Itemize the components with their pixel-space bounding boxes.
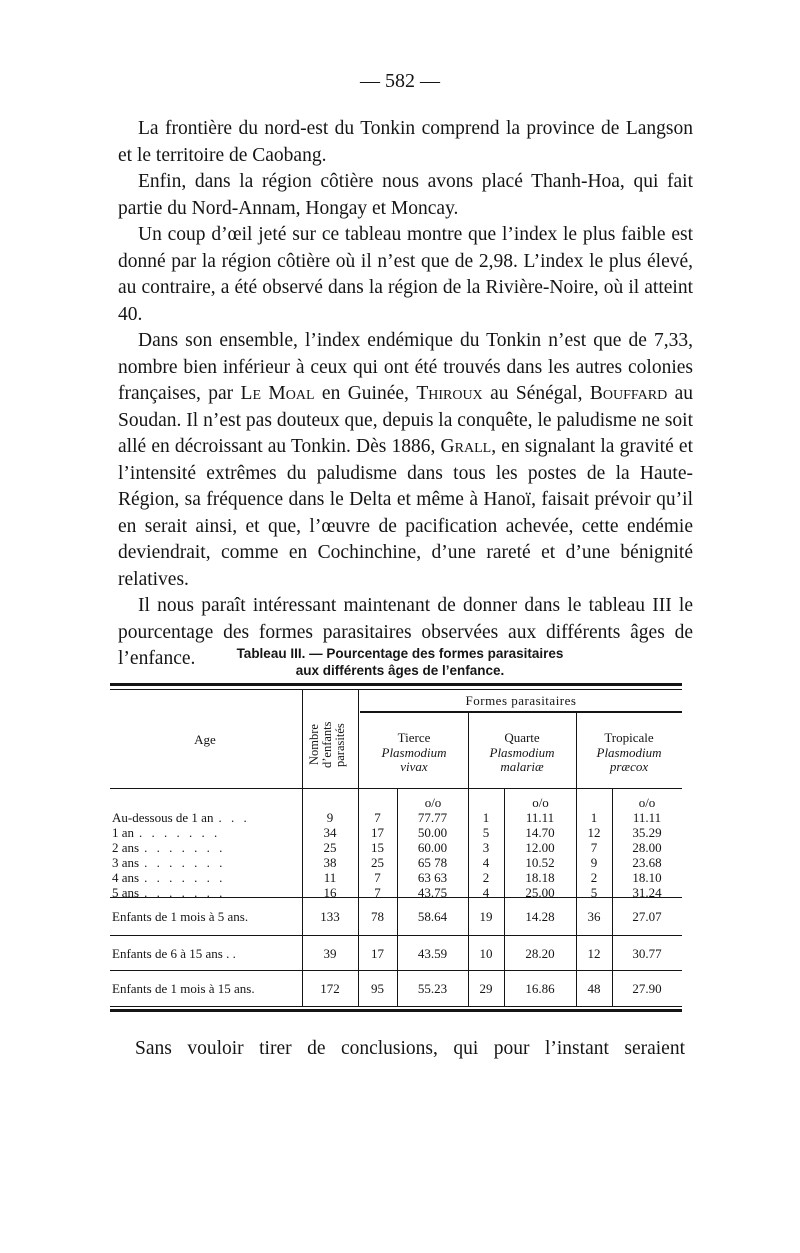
cell-qp: 18.18: [525, 870, 555, 885]
cell-q: 2: [482, 870, 490, 885]
cell-t: 7: [374, 810, 381, 825]
header-nombre: Nombre d’enfants parasités: [307, 721, 347, 769]
age-label: Au-dessous de 1 an: [112, 810, 214, 825]
header-bottom-rule: [110, 788, 682, 789]
cell-tr: 48: [587, 981, 601, 996]
header-tropicale-genus: Plasmodium: [596, 744, 662, 760]
closing-line: Sans vouloir tirer de conclusions, qui pour l’instant seraient: [135, 1038, 685, 1059]
header-quarte: [468, 731, 576, 775]
cell-q: 19: [479, 909, 493, 924]
cell-trp: 18.10: [632, 870, 662, 885]
cell-q: 29: [479, 981, 493, 996]
header-quarte-genus: Plasmodium: [489, 744, 555, 760]
cell-qp: 12.00: [525, 840, 555, 855]
cell-t: 78: [371, 909, 384, 924]
leader-dots: . . . . . . .: [144, 840, 226, 855]
cell-tr: 9: [590, 855, 598, 870]
cell-tr: 36: [587, 909, 601, 924]
cell-age: [112, 885, 225, 900]
cell-qp: 14.70: [525, 825, 555, 840]
cell-tr: 12: [587, 946, 601, 961]
cell-tr: 12: [587, 825, 601, 840]
cell-n: 133: [320, 909, 340, 924]
cell-t: 7: [374, 885, 381, 900]
pct-header-quarte: o/o: [532, 795, 549, 810]
para4-part5: , en signalant la gravité et l’intensité extrêmes du paludisme dans tous les postes de la Haute-Région, sa fréquence dans le Delta et même à Hanoï, faisait prévoir qu’il en serait ainsi, et que, l’œuvre de pacification achevée, cette endémie deviendrait, comme en Cochinchine, d’une rareté et d’une bénignité relatives.: [118, 436, 693, 590]
author-grall: Grall: [440, 436, 492, 457]
cell-trp: 31.24: [632, 885, 662, 900]
table-caption-line2: aux différents âges de l’enfance.: [295, 663, 505, 678]
cell-n: 25: [323, 840, 337, 855]
header-quarte-name: Quarte: [504, 730, 540, 745]
rule-before-summary-2: [110, 935, 682, 936]
age-label: 5 ans: [112, 885, 140, 900]
age-label: 1 an: [112, 825, 135, 840]
cell-t: 25: [371, 855, 384, 870]
cell-tr: 7: [590, 840, 598, 855]
cell-n: 16: [323, 885, 337, 900]
cell-tp: 63 63: [417, 870, 448, 885]
author-le-moal: Le Moal: [240, 383, 315, 404]
cell-tr: 1: [590, 810, 598, 825]
header-tierce-species: vivax: [400, 759, 428, 774]
cell-q: 3: [482, 840, 490, 855]
cell-n: 38: [323, 855, 337, 870]
cell-q: 5: [482, 825, 490, 840]
cell-qp: 16.86: [525, 981, 555, 996]
table-top-rule: [110, 683, 682, 686]
cell-t: 15: [371, 840, 384, 855]
cell-tp: 43.75: [417, 885, 448, 900]
cell-q: 10: [479, 946, 493, 961]
cell-tp: 65 78: [417, 855, 448, 870]
cell-tr: 5: [590, 885, 598, 900]
para4-part3: au Sénégal,: [482, 383, 590, 404]
cell-n: 11: [323, 870, 337, 885]
header-tierce-name: Tierce: [397, 730, 431, 745]
header-age: Age: [194, 732, 216, 747]
table-caption: [110, 645, 690, 679]
cell-age: [112, 810, 250, 825]
header-formes-rule: [360, 711, 682, 713]
table-bottom-rule-thin: [110, 1006, 682, 1007]
cell-tp: 60.00: [417, 840, 448, 855]
leader-dots: . . .: [218, 810, 250, 825]
cell-t: 7: [374, 870, 381, 885]
para4-part2: en Guinée,: [314, 383, 417, 404]
header-tropicale-name: Tropicale: [604, 730, 654, 745]
cell-n: 39: [323, 946, 337, 961]
cell-age: [112, 840, 225, 855]
header-tropicale-species: præcox: [609, 759, 649, 774]
age-label: 2 ans: [112, 840, 140, 855]
cell-n: 34: [323, 825, 337, 840]
cell-tp: 55.23: [417, 981, 448, 996]
page-number: — 582 —: [360, 70, 440, 92]
cell-trp: 11.11: [632, 810, 662, 825]
age-label: 3 ans: [112, 855, 140, 870]
cell-age: Enfants de 1 mois à 15 ans.: [112, 981, 255, 996]
cell-age: Enfants de 1 mois à 5 ans.: [112, 909, 249, 924]
cell-qp: 25.00: [525, 885, 555, 900]
cell-qp: 28.20: [525, 946, 555, 961]
cell-trp: 28.00: [632, 840, 662, 855]
header-tierce: [360, 731, 468, 775]
cell-age: [112, 825, 220, 840]
cell-trp: 30.77: [632, 946, 662, 961]
table-bottom-rule: [110, 1009, 682, 1012]
paragraph-1: La frontière du nord-est du Tonkin comprend la province de Langson et le territoire de Caobang.: [118, 118, 693, 166]
leader-dots: . . . . . . .: [144, 870, 226, 885]
cell-trp: 27.90: [632, 981, 662, 996]
cell-tr: 2: [590, 870, 598, 885]
cell-tp: 77.77: [417, 810, 448, 825]
header-quarte-species: malariæ: [500, 759, 544, 774]
leader-dots: . . . . . . .: [139, 825, 221, 840]
table-top-rule-thin: [110, 689, 682, 690]
pct-header-tropicale: o/o: [638, 795, 656, 810]
paragraph-4: [118, 328, 693, 593]
rule-before-summary-3: [110, 970, 682, 971]
cell-t: 17: [371, 946, 384, 961]
cell-tp: 50.00: [417, 825, 448, 840]
cell-q: 4: [482, 885, 490, 900]
cell-qp: 14.28: [525, 909, 555, 924]
table-caption-line1: Tableau III. — Pourcentage des formes parasitaires: [236, 646, 564, 661]
paragraph-2: Enfin, dans la région côtière nous avons placé Thanh-Hoa, qui fait partie du Nord-Annam, Hongay et Moncay.: [118, 171, 693, 219]
cell-t: 95: [371, 981, 384, 996]
para4-part4: au Soudan. Il n’est pas douteux que, depuis la conquête, le paludisme ne soit allé en décroissant au Tonkin. Dès 1886,: [118, 383, 694, 457]
cell-q: 4: [482, 855, 490, 870]
cell-n: 9: [326, 810, 334, 825]
cell-age: [112, 855, 225, 870]
cell-qp: 10.52: [525, 855, 555, 870]
leader-dots: . . . . . . .: [144, 885, 226, 900]
cell-trp: 27.07: [632, 909, 662, 924]
cell-qp: 11.11: [525, 810, 555, 825]
header-tierce-genus: Plasmodium: [381, 744, 447, 760]
cell-t: 17: [371, 825, 384, 840]
cell-trp: 23.68: [632, 855, 662, 870]
cell-age: Enfants de 6 à 15 ans . .: [112, 946, 236, 961]
header-formes: Formes parasitaires: [465, 693, 577, 708]
header-tropicale: [576, 731, 682, 775]
para4-part1: Dans son ensemble, l’index endémique du Tonkin n’est que de 7,33, nombre bien inférieur à ceux qui ont été trouvés dans les autres colonies françaises, par: [118, 330, 693, 404]
pct-header-tierce: o/o: [424, 795, 442, 810]
cell-n: 172: [320, 981, 340, 996]
cell-trp: 35.29: [632, 825, 662, 840]
cell-age: [112, 870, 225, 885]
age-label: 4 ans: [112, 870, 140, 885]
leader-dots: . . . . . . .: [144, 855, 226, 870]
cell-tp: 43.59: [417, 946, 448, 961]
author-bouffard: Bouffard: [589, 383, 668, 404]
paragraph-3: Un coup d’œil jeté sur ce tableau montre que l’index le plus faible est donné par la région côtière où il n’est que de 2,98. L’index le plus élevé, au contraire, a été observé dans la région de la Rivière-Noire, où il atteint 40.: [118, 224, 693, 325]
cell-q: 1: [482, 810, 490, 825]
paragraph-5: Il nous paraît intéressant maintenant de donner dans le tableau III le pourcentage des formes parasitaires observées aux différents âges de l’enfance.: [118, 595, 693, 669]
author-thiroux: Thiroux: [416, 383, 483, 404]
body-text: [118, 116, 693, 673]
cell-tp: 58.64: [417, 909, 448, 924]
